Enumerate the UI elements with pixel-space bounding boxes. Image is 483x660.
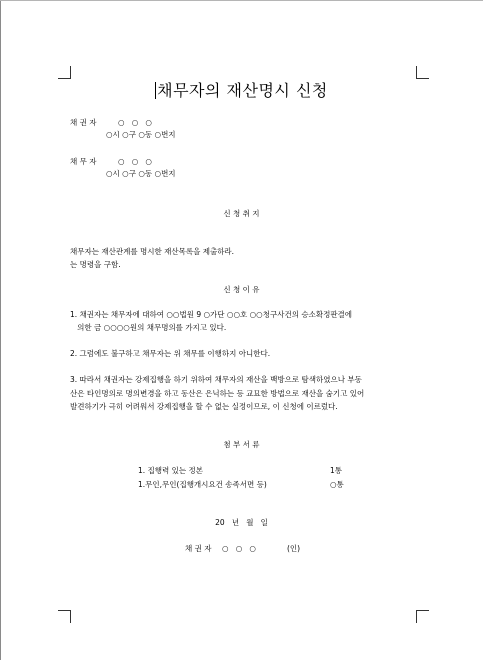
purpose-line-2: 는 명령을 구함. (70, 260, 121, 269)
attachment-1-count: 1통 (330, 466, 343, 475)
attachments-heading: 첨 부 서 류 (223, 440, 260, 449)
creditor-label: 채 권 자 (70, 118, 97, 127)
reason-3-line-2: 산은 타인명의로 명의변경을 하고 동산은 은닉하는 등 교묘한 방법으로 재산을 숨기고 있어 (70, 389, 365, 398)
reason-1-line-2: 의한 금 ○○○○원의 채무명의를 가지고 있다. (70, 323, 227, 332)
signature-name: ○ ○ ○ (222, 544, 256, 553)
reason-2-line-1: 2. 그럼에도 불구하고 채무자는 위 채무를 이행하지 아니한다. (70, 349, 271, 358)
reason-1-line-1: 1. 채권자는 채무자에 대하여 ○○법원 9 ○가단 ○○호 ○○청구사건의 승소확정판결에 (70, 310, 353, 319)
margin-corner-bottom-left (58, 610, 71, 623)
debtor-name: ○ ○ ○ (118, 157, 152, 166)
purpose-heading: 신 청 취 지 (223, 209, 260, 218)
document-title-text: 채무자의 재산명시 신청 (157, 81, 328, 100)
document-title (0, 78, 483, 101)
attachment-2-count: ○통 (330, 480, 344, 489)
attachment-1-label: 1. 집행력 있는 정본 (138, 466, 204, 475)
creditor-name: ○ ○ ○ (118, 118, 152, 127)
text-cursor (155, 82, 156, 99)
purpose-line-1: 채무자는 재산관계를 명시한 재산목록을 제출하라. (70, 247, 235, 256)
reason-3-line-3: 발견하기가 극히 어려워서 강제집행을 할 수 없는 실정이므로, 이 신청에 이르렀다. (70, 402, 338, 411)
date-line: 20 년 월 일 (215, 518, 268, 527)
reasons-heading: 신 청 이 유 (223, 285, 260, 294)
margin-corner-bottom-right (416, 610, 429, 623)
signature-label: 채 권 자 (185, 544, 212, 553)
debtor-label: 채 무 자 (70, 157, 97, 166)
debtor-address: ○시 ○구 ○동 ○번지 (106, 169, 176, 178)
signature-seal: (인) (287, 544, 301, 553)
attachment-2-label: 1.무인,무인(집행개시요건 송족서면 등) (138, 480, 267, 489)
document-top-edge (0, 0, 483, 1)
creditor-address: ○시 ○구 ○동 ○번지 (106, 130, 176, 139)
reason-3-line-1: 3. 따라서 채권자는 강제집행을 하기 위하여 채무자의 재산을 백방으로 탐색하였으나 부동 (70, 375, 362, 384)
